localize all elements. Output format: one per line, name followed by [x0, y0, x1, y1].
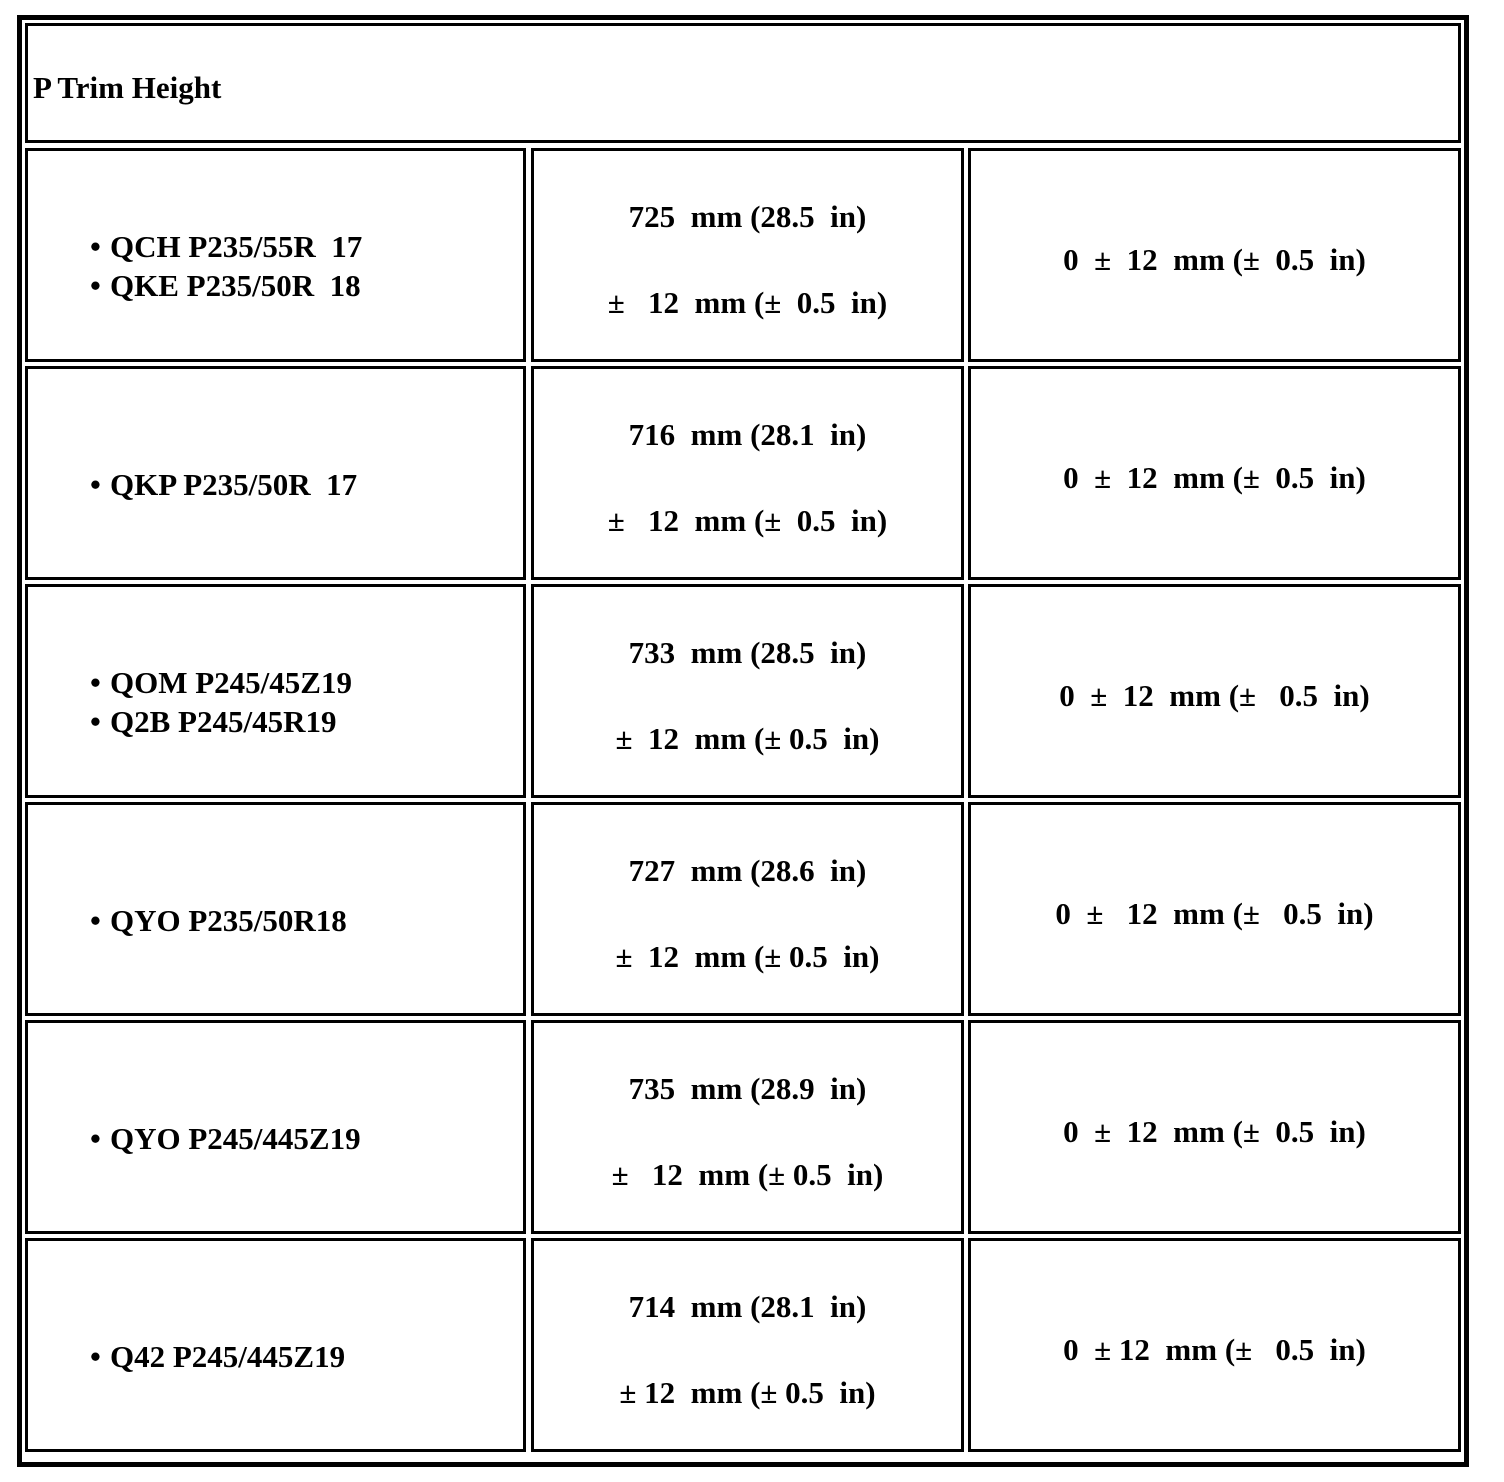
nominal-height-cell — [531, 584, 964, 798]
list-item — [90, 1337, 345, 1376]
tire-size-cell — [25, 1020, 526, 1234]
tire-size-list — [90, 587, 352, 795]
list-item — [90, 227, 362, 266]
list-item — [90, 266, 362, 305]
nominal-height-value: 733 mm (28.5 in) — [628, 635, 867, 670]
tire-size-list — [90, 369, 357, 577]
tire-size-label: Q2B P245/45R19 — [110, 704, 337, 739]
tire-size-cell — [25, 1238, 526, 1452]
list-item — [90, 1119, 361, 1158]
tire-size-label: QYO P245/445Z19 — [110, 1120, 361, 1156]
nominal-height-tolerance: ± 12 mm (± 0.5 in) — [615, 721, 880, 756]
nominal-height-cell — [531, 1020, 964, 1234]
nominal-height-tolerance: ± 12 mm (± 0.5 in) — [615, 939, 880, 974]
nominal-height-value: 714 mm (28.1 in) — [628, 1289, 867, 1324]
tire-size-cell — [25, 148, 526, 362]
side-to-side-cell — [968, 148, 1461, 362]
nominal-height-tolerance: ± 12 mm (± 0.5 in) — [619, 1375, 876, 1410]
nominal-height-value: 716 mm (28.1 in) — [628, 417, 867, 452]
side-to-side-value: 0 ± 12 mm (± 0.5 in) — [1055, 896, 1374, 931]
side-to-side-cell — [968, 1020, 1461, 1234]
list-item — [90, 901, 347, 940]
side-to-side-cell — [968, 584, 1461, 798]
side-to-side-value: 0 ± 12 mm (± 0.5 in) — [1063, 1332, 1366, 1367]
nominal-height-cell — [531, 148, 964, 362]
bullet-icon: • — [90, 704, 101, 739]
bullet-icon: • — [90, 902, 101, 938]
nominal-height-cell — [531, 1238, 964, 1452]
side-to-side-value: 0 ± 12 mm (± 0.5 in) — [1059, 678, 1370, 713]
side-to-side-cell — [968, 366, 1461, 580]
tire-size-list — [90, 1241, 345, 1449]
bullet-icon: • — [90, 1120, 101, 1156]
side-to-side-cell — [968, 802, 1461, 1016]
tire-size-list — [90, 805, 347, 1013]
bullet-icon: • — [90, 665, 101, 700]
table-title: P Trim Height — [33, 70, 222, 105]
tire-size-cell — [25, 802, 526, 1016]
nominal-height-tolerance: ± 12 mm (± 0.5 in) — [611, 1157, 884, 1192]
nominal-height-value: 735 mm (28.9 in) — [628, 1071, 867, 1106]
list-item — [90, 465, 357, 504]
tire-size-cell — [25, 366, 526, 580]
side-to-side-value: 0 ± 12 mm (± 0.5 in) — [1063, 242, 1366, 277]
side-to-side-value: 0 ± 12 mm (± 0.5 in) — [1063, 460, 1366, 495]
bullet-icon: • — [90, 1338, 101, 1374]
tire-size-label: QOM P245/45Z19 — [110, 665, 352, 700]
tire-size-list — [90, 151, 362, 359]
table-title-cell — [25, 23, 1461, 143]
list-item — [90, 663, 352, 702]
bullet-icon: • — [90, 268, 101, 303]
tire-size-label: QYO P235/50R18 — [110, 902, 347, 938]
nominal-height-tolerance: ± 12 mm (± 0.5 in) — [607, 503, 888, 538]
nominal-height-cell — [531, 802, 964, 1016]
tire-size-label: QKE P235/50R 18 — [110, 268, 361, 303]
nominal-height-value: 725 mm (28.5 in) — [628, 199, 867, 234]
tire-size-cell — [25, 584, 526, 798]
nominal-height-tolerance: ± 12 mm (± 0.5 in) — [607, 285, 888, 320]
list-item — [90, 702, 352, 741]
bullet-icon: • — [90, 229, 101, 264]
tire-size-label: QCH P235/55R 17 — [110, 229, 363, 264]
nominal-height-value: 727 mm (28.6 in) — [628, 853, 867, 888]
tire-size-label: QKP P235/50R 17 — [110, 466, 358, 502]
side-to-side-value: 0 ± 12 mm (± 0.5 in) — [1063, 1114, 1366, 1149]
bullet-icon: • — [90, 466, 101, 502]
side-to-side-cell — [968, 1238, 1461, 1452]
tire-size-list — [90, 1023, 361, 1231]
nominal-height-cell — [531, 366, 964, 580]
tire-size-label: Q42 P245/445Z19 — [110, 1338, 346, 1374]
